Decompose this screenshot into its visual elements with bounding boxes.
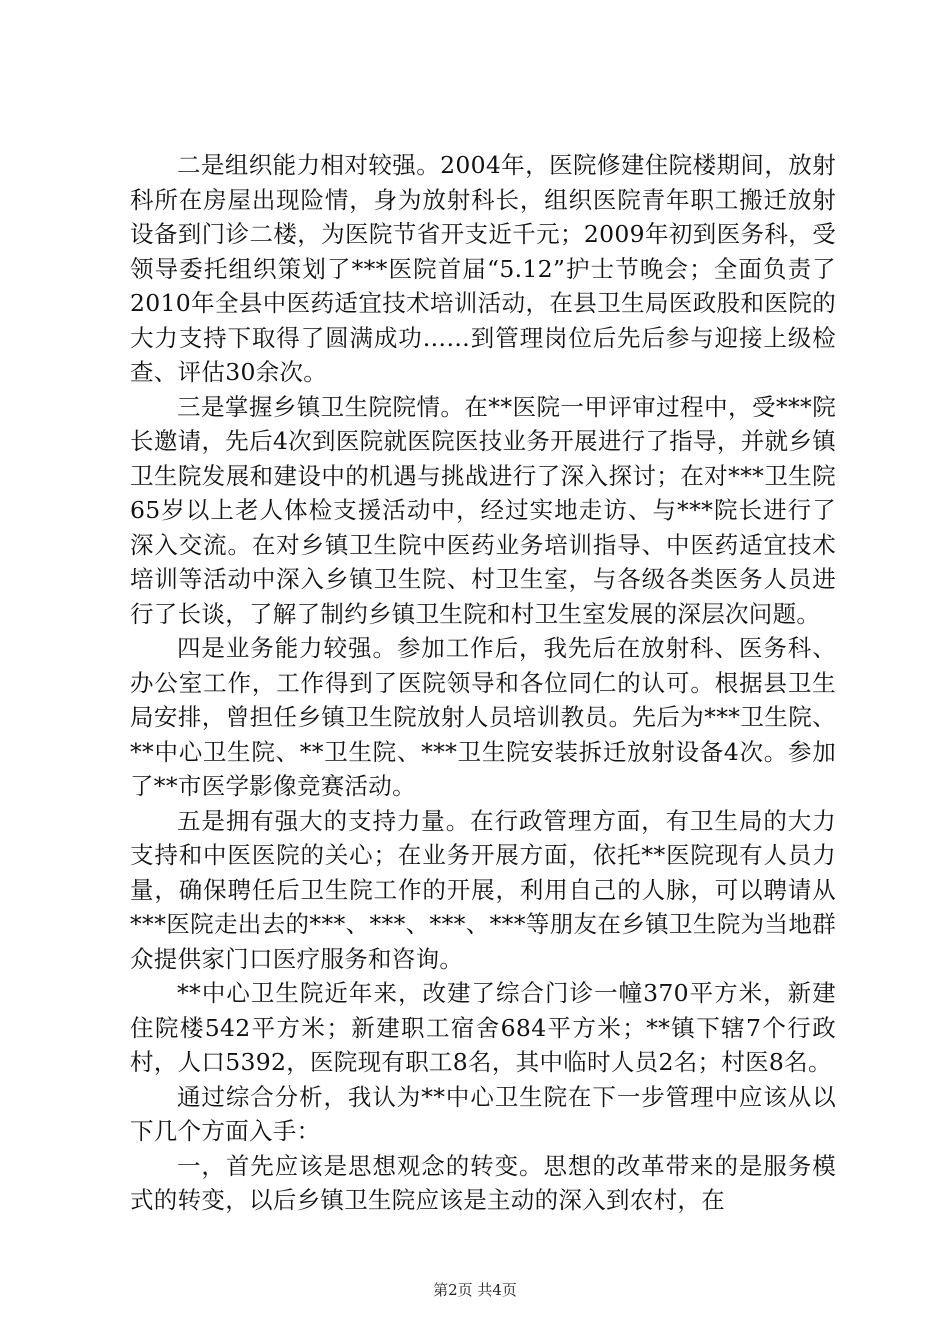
paragraph-business-ability: 四是业务能力较强。参加工作后，我先后在放射科、医务科、办公室工作，工作得到了医院领导和各位同仁的认可。根据县卫生局安排，曾担任乡镇卫生院放射人员培训教员。先后为***卫生院、**中心卫生院、**卫生院、***卫生院安装拆迁放射设备4次。参加了**市医学影像竞赛活动。 — [130, 634, 836, 800]
document-body — [130, 148, 836, 1218]
page-number-label: 第2页 共4页 — [433, 1281, 517, 1299]
paragraph-organization-ability: 二是组织能力相对较强。2004年，医院修建住院楼期间，放射科所在房屋出现险情，身为放射科长，组织医院青年职工搬迁放射设备到门诊二楼，为医院节省开支近千元；2009年初到医务科，受领导委托组织策划了***医院首届“5.12”护士节晚会；全面负责了2010年全县中医药适宜技术培训活动，在县卫生局医政股和医院的大力支持下取得了圆满成功……到管理岗位后先后参与迎接上级检查、评估30余次。 — [130, 151, 836, 386]
paragraph-first-point: 一，首先应该是思想观念的转变。思想的改革带来的是服务模式的转变，以后乡镇卫生院应该是主动的深入到农村，在 — [130, 1151, 836, 1214]
paragraph-support-strength: 五是拥有强大的支持力量。在行政管理方面，有卫生局的大力支持和中医医院的关心；在业务开展方面，依托**医院现有人员力量，确保聘任后卫生院工作的开展，利用自己的人脉，可以聘请从***医院走出去的***、***、***、***等朋友在乡镇卫生院为当地群众提供家门口医疗服务和咨询。 — [130, 806, 836, 973]
page-footer — [0, 1280, 950, 1300]
paragraph-hospital-facts: **中心卫生院近年来，改建了综合门诊一幢370平方米，新建住院楼542平方米；新建职工宿舍684平方米；**镇下辖7个行政村，人口5392，医院现有职工8名，其中临时人员2名；村医8名。 — [130, 979, 836, 1076]
paragraph-analysis-intro: 通过综合分析，我认为**中心卫生院在下一步管理中应该从以下几个方面入手： — [130, 1082, 836, 1145]
paragraph-township-hospital-knowledge: 三是掌握乡镇卫生院院情。在**医院一甲评审过程中，受***院长邀请，先后4次到医院就医院医技业务开展进行了指导，并就乡镇卫生院发展和建设中的机遇与挑战进行了深入探讨；在对***卫生院65岁以上老人体检支援活动中，经过实地走访、与***院长进行了深入交流。在对乡镇卫生院中医药业务培训指导、中医药适宜技术培训等活动中深入乡镇卫生院、村卫生室，与各级各类医务人员进行了长谈，了解了制约乡镇卫生院和村卫生室发展的深层次问题。 — [130, 392, 836, 628]
